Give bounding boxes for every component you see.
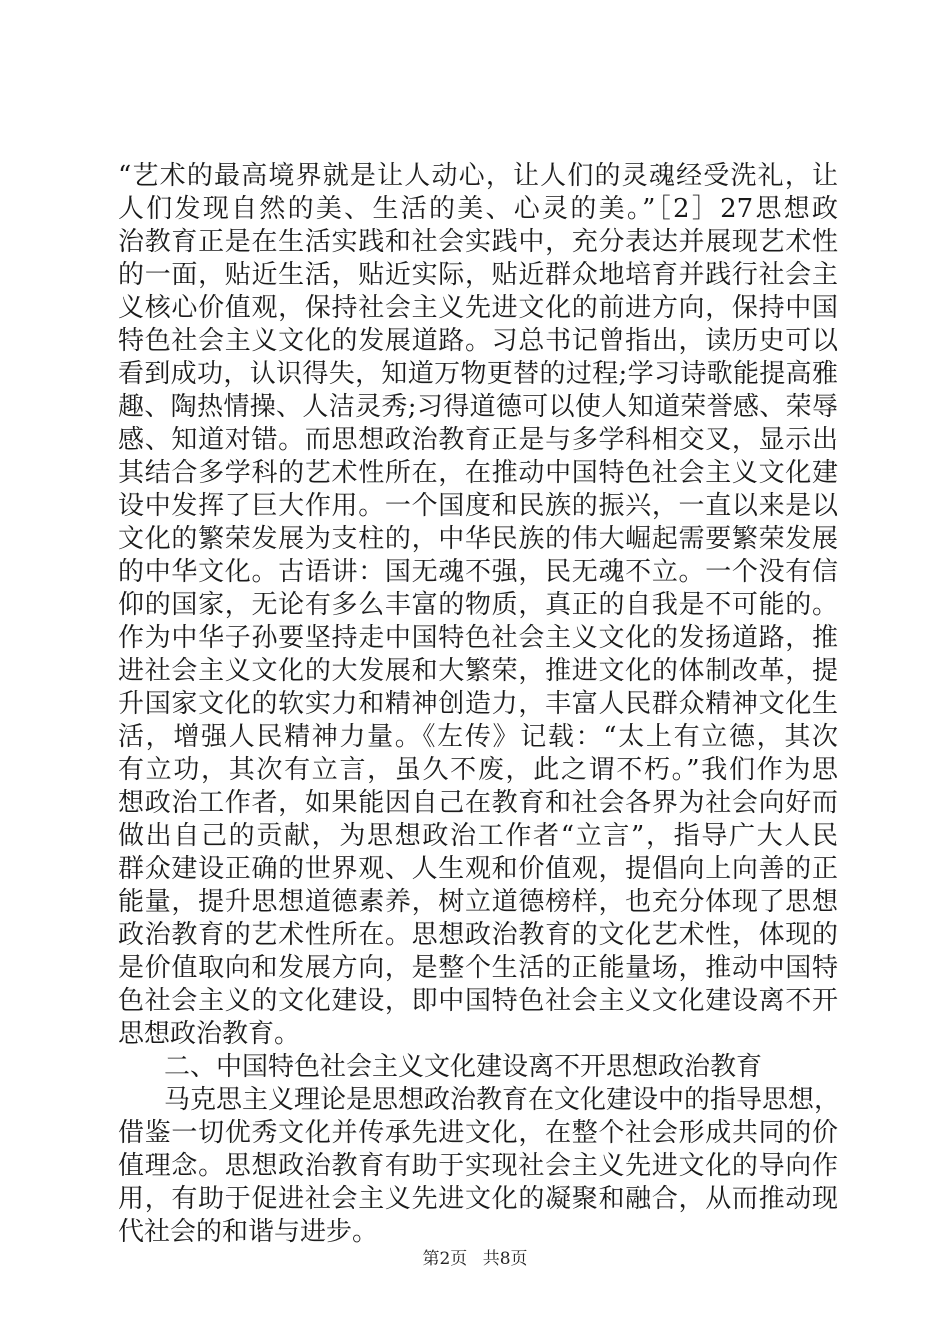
text-line: 做出自己的贡献，为思想政治工作者“立言”，指导广大人民 [118,821,838,851]
text-line: 其结合多学科的艺术性所在，在推动中国特色社会主义文化建 [118,458,838,488]
text-line: 仰的国家，无论有多么丰富的物质，真正的自我是不可能的。 [118,590,838,620]
text-line: 感、知道对错。而思想政治教育正是与多学科相交叉，显示出 [118,425,838,455]
text-line: 政治教育的艺术性所在。思想政治教育的文化艺术性，体现的 [118,920,838,950]
page-number: 第2页 [422,1249,468,1269]
text-line: 色社会主义的文化建设，即中国特色社会主义文化建设离不开 [118,986,838,1016]
text-line: 马克思主义理论是思想政治教育在文化建设中的指导思想， [164,1085,841,1115]
text-line: 特色社会主义文化的发展道路。习总书记曾指出，读历史可以 [118,326,838,356]
text-line: 是价值取向和发展方向，是整个生活的正能量场，推动中国特 [118,953,838,983]
text-line: 有立功，其次有立言，虽久不废，此之谓不朽。”我们作为思 [118,755,838,785]
page-total: 共8页 [482,1249,528,1269]
text-line: 想政治工作者，如果能因自己在教育和社会各界为社会向好而 [118,788,838,818]
text-line: 借鉴一切优秀文化并传承先进文化，在整个社会形成共同的价 [118,1118,838,1148]
page-footer [0,1244,950,1269]
paragraph-1 [118,160,838,1051]
text-line: “艺术的最高境界就是让人动心，让人们的灵魂经受洗礼，让 [118,161,838,191]
text-line: 作为中华子孙要坚持走中国特色社会主义文化的发扬道路，推 [118,623,838,653]
paragraph-2 [118,1084,841,1249]
text-line: 值理念。思想政治教育有助于实现社会主义先进文化的导向作 [118,1151,838,1181]
text-line: 看到成功，认识得失，知道万物更替的过程;学习诗歌能提高雅 [118,359,838,389]
text-line: 治教育正是在生活实践和社会实践中，充分表达并展现艺术性 [118,227,838,257]
text-line: 代社会的和谐与进步。 [118,1217,379,1247]
text-line: 文化的繁荣发展为支柱的，中华民族的伟大崛起需要繁荣发展 [118,524,838,554]
text-line: 的一面，贴近生活，贴近实际，贴近群众地培育并践行社会主 [118,260,838,290]
text-line: 义核心价值观，保持社会主义先进文化的前进方向，保持中国 [118,293,838,323]
section-heading: 二、中国特色社会主义文化建设离不开思想政治教育 [164,1052,763,1082]
text-line: 进社会主义文化的大发展和大繁荣，推进文化的体制改革，提 [118,656,838,686]
text-line: 能量，提升思想道德素养，树立道德榜样，也充分体现了思想 [118,887,838,917]
text-line: 升国家文化的软实力和精神创造力，丰富人民群众精神文化生 [118,689,838,719]
text-line: 趣、陶热情操、人洁灵秀;习得道德可以使人知道荣誉感、荣辱 [118,392,838,422]
text-line: 活，增强人民精神力量。《左传》记载：“太上有立德，其次 [118,722,838,752]
text-line: 设中发挥了巨大作用。一个国度和民族的振兴，一直以来是以 [118,491,838,521]
document-body [118,160,841,1249]
text-line: 群众建设正确的世界观、人生观和价值观，提倡向上向善的正 [118,854,838,884]
text-line: 的中华文化。古语讲：国无魂不强，民无魂不立。一个没有信 [118,557,838,587]
text-line: 思想政治教育。 [118,1019,301,1049]
text-line: 人们发现自然的美、生活的美、心灵的美。”［2］27思想政 [118,194,838,224]
text-line: 用，有助于促进社会主义先进文化的凝聚和融合，从而推动现 [118,1184,838,1214]
